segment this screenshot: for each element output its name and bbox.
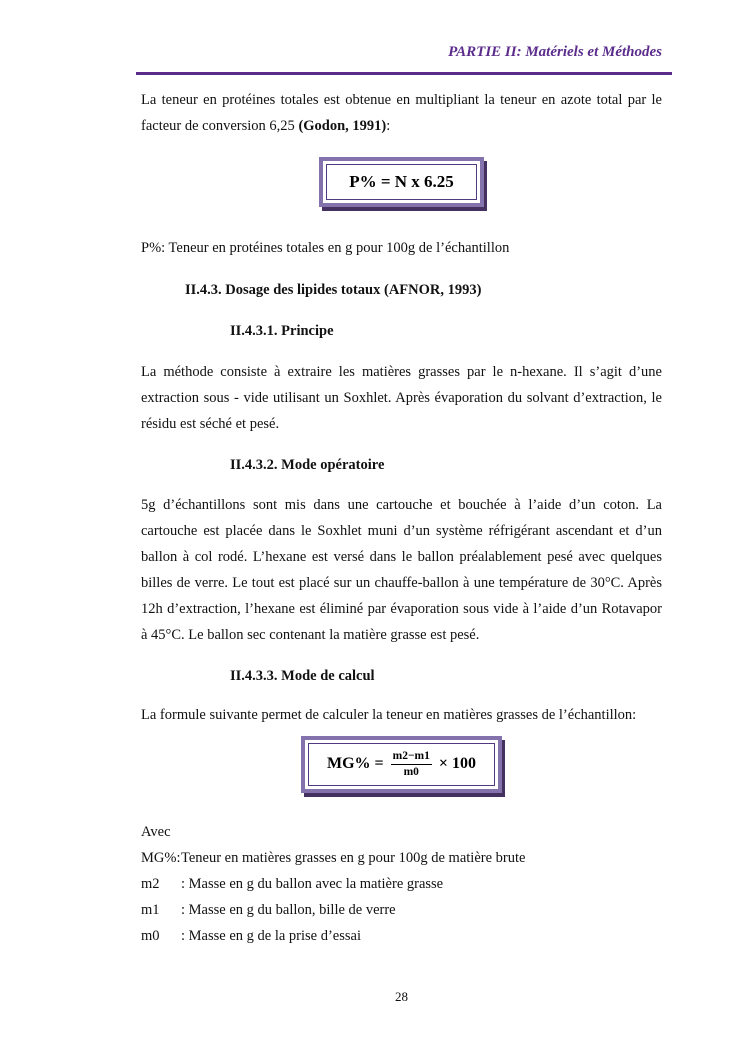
- paragraph-proteines-colon: :: [386, 117, 391, 134]
- paragraph-formule-intro: La formule suivante permet de calculer la teneur en matières grasses de l’échantillon:: [141, 706, 637, 723]
- avec-label: Avec: [141, 823, 171, 840]
- definition-term-m0: m0: [141, 927, 160, 944]
- formula-2-lhs: MG% =: [326, 755, 384, 772]
- formula-2-box: [301, 736, 502, 793]
- formula-2-denominator: m0: [403, 765, 419, 778]
- definition-desc-m2: : Masse en g du ballon avec la matière grasse: [181, 875, 444, 892]
- page-number: 28: [395, 989, 408, 1004]
- formula-2-rhs: × 100: [438, 755, 476, 772]
- heading-II-4-3: II.4.3. Dosage des lipides totaux (AFNOR, 1993): [185, 281, 482, 298]
- definition-desc-mg: Teneur en matières grasses en g pour 100g de matière brute: [181, 849, 526, 866]
- definition-desc-m1: : Masse en g du ballon, bille de verre: [181, 901, 396, 918]
- definition-row-m2: [141, 871, 662, 897]
- definition-term-m2: m2: [141, 875, 160, 892]
- heading-II-4-3-2: II.4.3.2. Mode opératoire: [230, 456, 385, 473]
- paragraph-principe: La méthode consiste à extraire les matières grasses par le n-hexane. Il s’agit d’une extraction sous - vide utilisant un Soxhlet. Après évaporation du solvant d’extraction, le résidu est séché et pesé.: [141, 363, 662, 432]
- definition-term-m1: m1: [141, 901, 160, 918]
- heading-II-4-3-1: II.4.3.1. Principe: [230, 322, 334, 339]
- heading-II-4-3-3: II.4.3.3. Mode de calcul: [230, 667, 375, 684]
- formula-1-row: [141, 157, 662, 207]
- citation-godon: (Godon, 1991): [298, 117, 387, 134]
- formula-2-numerator: m2−m1: [391, 750, 432, 765]
- page-header-title: PARTIE II: Matériels et Méthodes: [448, 44, 662, 60]
- formula-2-fraction: [391, 750, 432, 779]
- formula-1-text: P% = N x 6.25: [326, 164, 477, 200]
- paragraph-proteines-text: La teneur en protéines totales est obtenue en multipliant la teneur en azote total par le facteur de conversion 6,25: [141, 91, 662, 134]
- paragraph-proteines: [141, 87, 662, 139]
- formula-2-row: [141, 736, 662, 793]
- definition-term-mg: MG%:: [141, 849, 181, 866]
- header-rule: [136, 72, 672, 75]
- formula-2-text: [308, 743, 495, 786]
- formula-1-box: [319, 157, 484, 207]
- definition-row-m1: [141, 897, 662, 923]
- definition-desc-m0: : Masse en g de la prise d’essai: [181, 927, 361, 944]
- definition-row-mg: [141, 845, 662, 871]
- paragraph-mode-operatoire: 5g d’échantillons sont mis dans une cartouche et bouchée à l’aide d’un coton. La cartouche est placée dans le Soxhlet muni d’un système réfrigérant ascendant et d’un ballon à col rodé. L’hexane est versé dans le ballon préalablement pesé avec quelques billes de verre. Le tout est placé sur un chauffe-ballon à une température de 30°C. Après 12h d’extraction, l’hexane est éliminé par évaporation sous vide à l’aide d’un Rotavapor à 45°C. Le ballon sec contenant la matière grasse est pesé.: [141, 496, 662, 643]
- p-percent-definition: P%: Teneur en protéines totales en g pour 100g de l’échantillon: [141, 239, 510, 256]
- definition-row-m0: [141, 923, 662, 949]
